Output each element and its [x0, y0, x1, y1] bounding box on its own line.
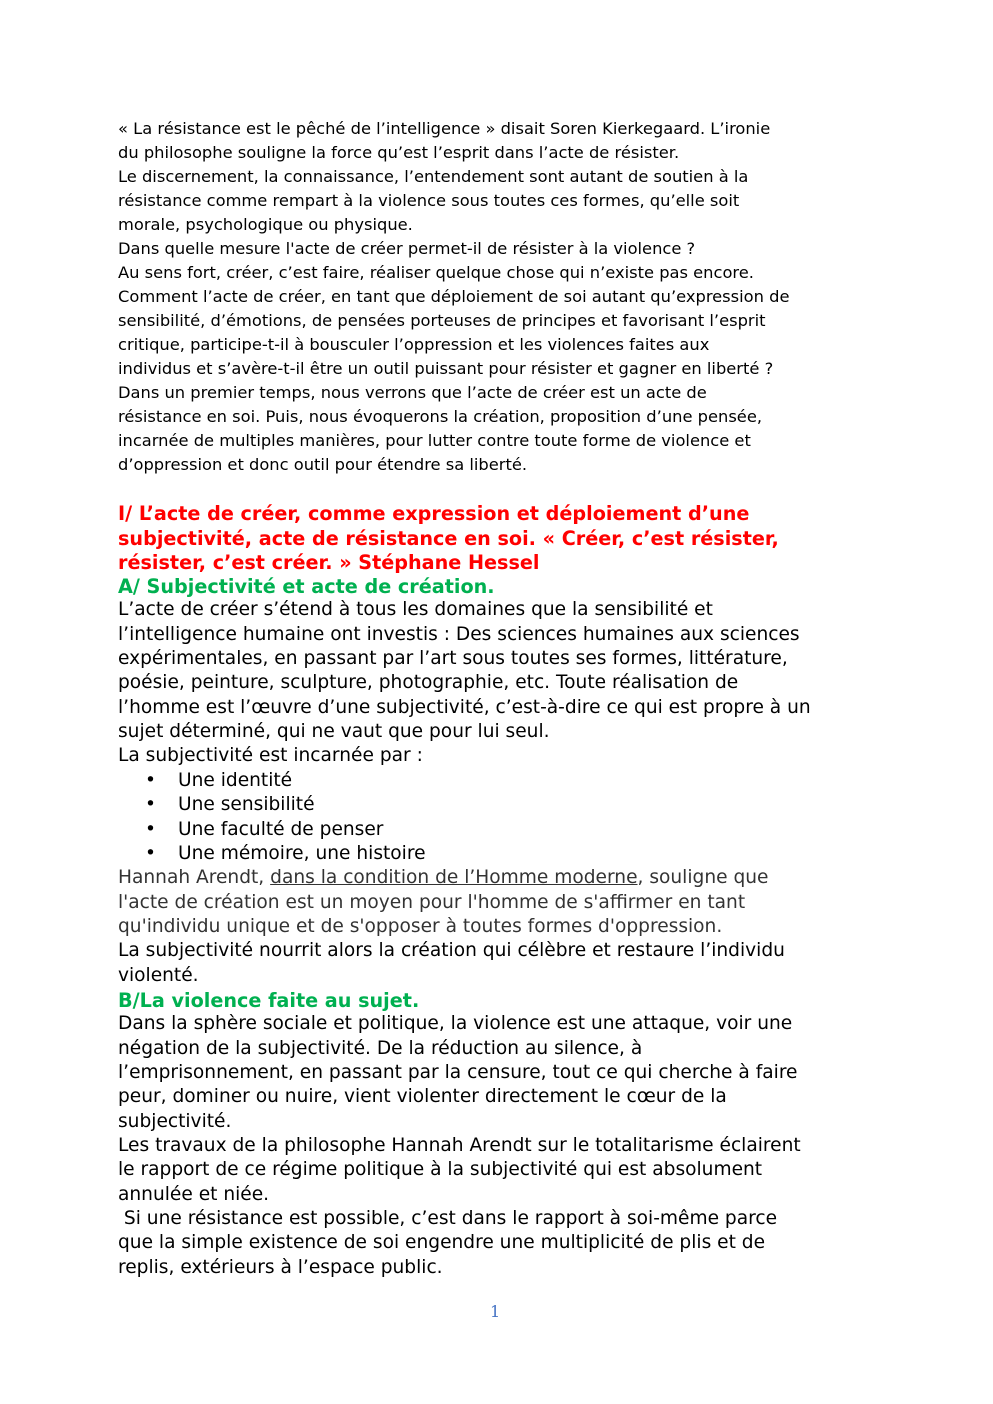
plan-line: résistance en soi. Puis, nous évoquerons la création, proposition d’une pensée,: [118, 407, 763, 426]
body-line: l’emprisonnement, en passant par la censure, tout ce qui cherche à faire: [118, 1062, 798, 1083]
body-line: expérimentales, en passant par l’art sous toutes ses formes, littérature,: [118, 648, 788, 669]
book-title: dans la condition de l’Homme moderne: [270, 867, 638, 888]
bullet-marker: •: [145, 843, 156, 864]
body-line: peur, dominer ou nuire, vient violenter directement le cœur de la: [118, 1086, 727, 1107]
body-line: Si une résistance est possible, c’est dans le rapport à soi-même parce: [118, 1208, 778, 1229]
intro-line: Le discernement, la connaissance, l’entendement sont autant de soutien à la: [118, 167, 749, 186]
section-heading-1: subjectivité, acte de résistance en soi. « Créer, c’est résister,: [118, 527, 779, 550]
body-line: replis, extérieurs à l’espace public.: [118, 1257, 443, 1278]
body-line: annulée et niée.: [118, 1184, 270, 1205]
body-line: La subjectivité nourrit alors la création qui célèbre et restaure l’individu: [118, 940, 785, 961]
body-line: poésie, peinture, sculpture, photographie, etc. Toute réalisation de: [118, 672, 739, 693]
intro-line: sensibilité, d’émotions, de pensées porteuses de principes et favorisant l’esprit: [118, 311, 766, 330]
intro-line: Comment l’acte de créer, en tant que déploiement de soi autant qu’expression de: [118, 287, 790, 306]
arendt-prefix: Hannah Arendt,: [118, 867, 271, 888]
bullet-item: Une mémoire, une histoire: [178, 843, 426, 864]
section-heading-1: I/ L’acte de créer, comme expression et déploiement d’une: [118, 502, 750, 525]
section-heading-1: résister, c’est créer. » Stéphane Hessel: [118, 551, 540, 574]
body-line: subjectivité.: [118, 1111, 232, 1132]
intro-line: individus et s’avère-t-il être un outil puissant pour résister et gagner en liberté ?: [118, 359, 774, 378]
intro-line: morale, psychologique ou physique.: [118, 215, 413, 234]
intro-line: Au sens fort, créer, c’est faire, réaliser quelque chose qui n’existe pas encore.: [118, 263, 754, 282]
arendt-line: l'acte de création est un moyen pour l'homme de s'affirmer en tant: [118, 892, 746, 913]
plan-line: incarnée de multiples manières, pour lutter contre toute forme de violence et: [118, 431, 751, 450]
intro-line: critique, participe-t-il à bousculer l’oppression et les violences faites aux: [118, 335, 710, 354]
bullet-marker: •: [145, 819, 156, 840]
bullet-item: Une sensibilité: [178, 794, 315, 815]
body-line: négation de la subjectivité. De la réduction au silence, à: [118, 1038, 643, 1059]
bullet-marker: •: [145, 794, 156, 815]
subsection-heading-b: B/La violence faite au sujet.: [118, 989, 420, 1012]
arendt-suffix: , souligne que: [637, 867, 769, 888]
body-line: que la simple existence de soi engendre une multiplicité de plis et de: [118, 1232, 766, 1253]
intro-line: « La résistance est le pêché de l’intelligence » disait Soren Kierkegaard. L’ironie: [118, 119, 771, 138]
intro-line: résistance comme rempart à la violence sous toutes ces formes, qu’elle soit: [118, 191, 740, 210]
body-line: violenté.: [118, 965, 199, 986]
body-line: La subjectivité est incarnée par :: [118, 745, 423, 766]
body-line: l’homme est l’œuvre d’une subjectivité, c’est-à-dire ce qui est propre à un: [118, 697, 811, 718]
plan-line: d’oppression et donc outil pour étendre sa liberté.: [118, 455, 528, 474]
body-line: le rapport de ce régime politique à la subjectivité qui est absolument: [118, 1159, 763, 1180]
body-line: Les travaux de la philosophe Hannah Arendt sur le totalitarisme éclairent: [118, 1135, 801, 1156]
plan-line: Dans un premier temps, nous verrons que l’acte de créer est un acte de: [118, 383, 707, 402]
arendt-line: qu'individu unique et de s'opposer à toutes formes d'oppression.: [118, 916, 723, 937]
bullet-item: Une identité: [178, 770, 293, 791]
body-line: Dans la sphère sociale et politique, la violence est une attaque, voir une: [118, 1013, 793, 1034]
body-line: l’intelligence humaine ont investis : Des sciences humaines aux sciences: [118, 624, 800, 645]
page-number: 1: [490, 1302, 501, 1321]
body-line: sujet déterminé, qui ne vaut que pour lui seul.: [118, 721, 550, 742]
body-line: L’acte de créer s’étend à tous les domaines que la sensibilité et: [118, 599, 713, 620]
bullet-item: Une faculté de penser: [178, 819, 384, 840]
arendt-line: [118, 867, 768, 888]
intro-line: du philosophe souligne la force qu’est l’esprit dans l’acte de résister.: [118, 143, 680, 162]
subsection-heading-a: A/ Subjectivité et acte de création.: [118, 575, 495, 598]
problem-question: Dans quelle mesure l'acte de créer permet-il de résister à la violence ?: [118, 239, 696, 258]
bullet-marker: •: [145, 770, 156, 791]
